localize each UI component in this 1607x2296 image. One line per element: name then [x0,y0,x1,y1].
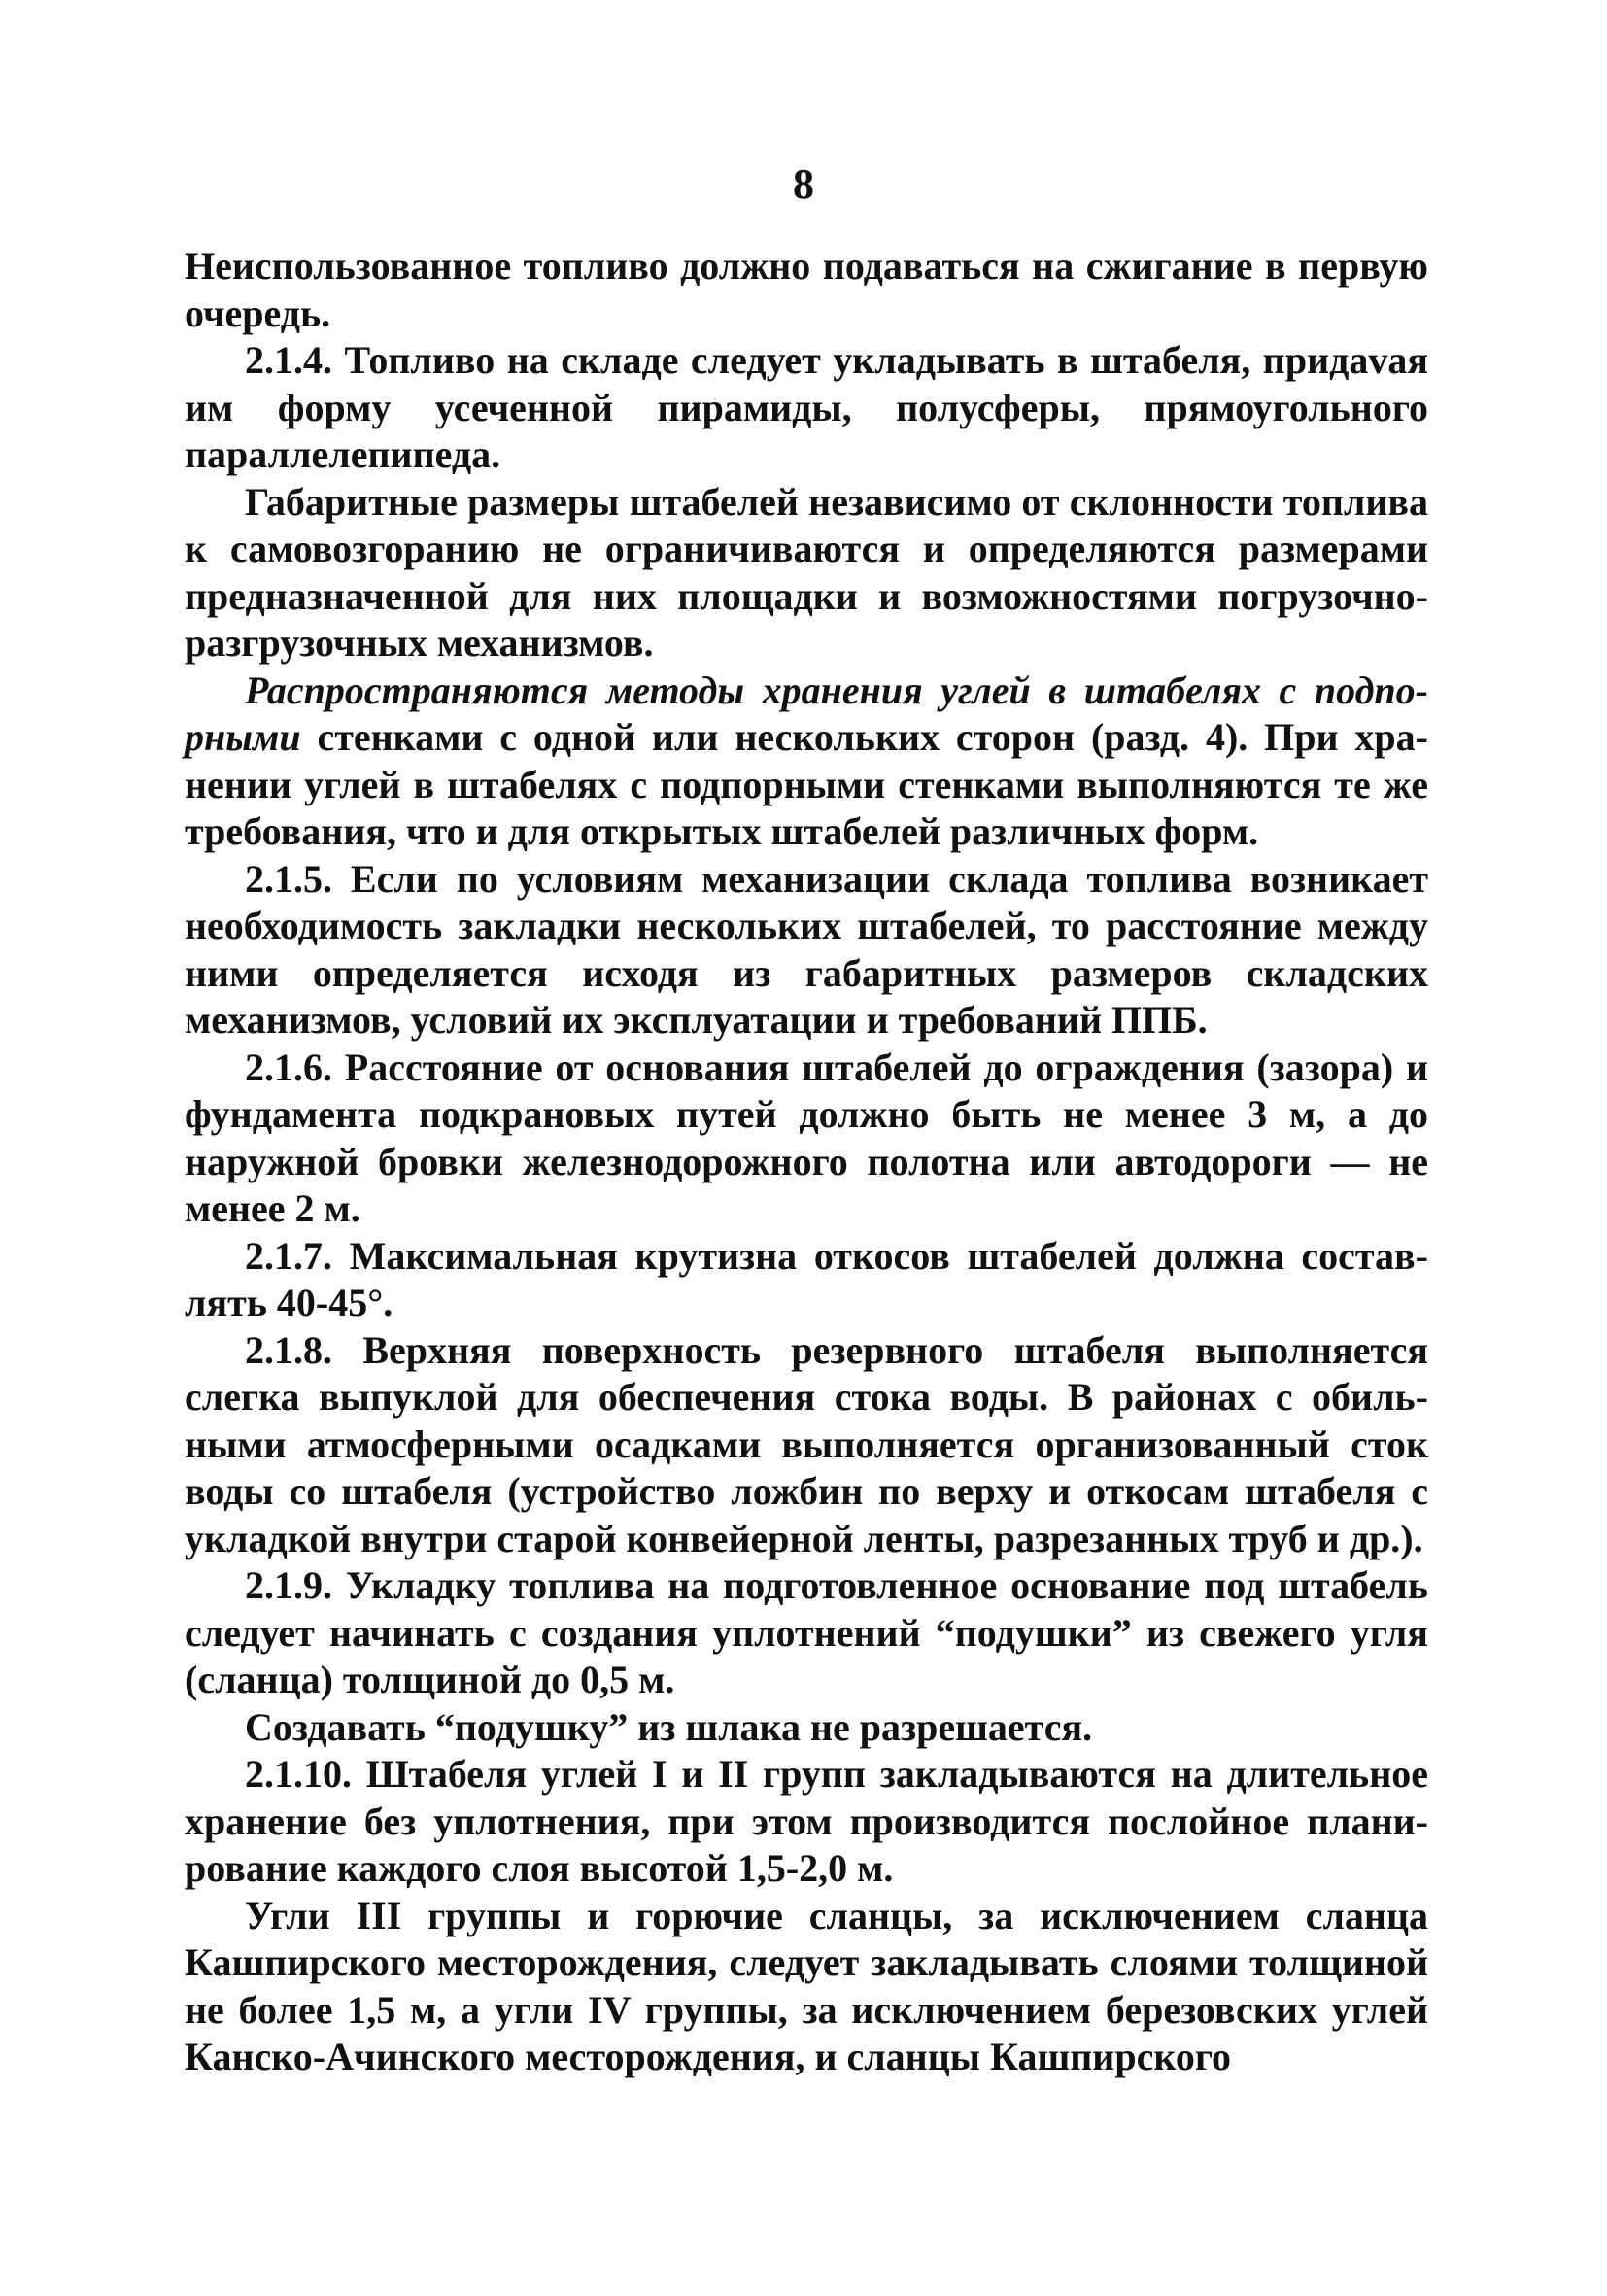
paragraph-2-1-4: 2.1.4. Топливо на складе следует укладывать в штабеля, придаvая им форму усеченной пирамиды, полусферы, прямоугольного параллелепипеда. [185,338,1428,476]
paragraph-2-1-8: 2.1.8. Верхняя поверхность резервного штабеля выполняется слегка выпуклой для обеспечения стока воды. В районах с обильными атмосферными осадками выполняется организованный сток воды со штабеля (устройство ложбин по верху и откосам штабеля с укладкой внутри старой конвейерной ленты, разрезанных труб и др.). [185,1327,1428,1560]
paragraph-cushion-slag: Создавать “подушку” из шлака не разрешается. [245,1704,1093,1749]
paragraph-2-1-6: 2.1.6. Расстояние от основания штабелей до ограждения (зазора) и фундамента подкрановых путей должно быть не менее 3 м, а до наружной бровки железнодорожного полотна или автодороги — не менее 2 м. [185,1045,1428,1230]
paragraph-retaining-walls-rest: стенками с одной или нескольких сторон (разд. 4). При хранении углей в штабелях с подпорными стенками выполняются те же требования, что и для открытых штабелей различных форм. [185,715,1428,853]
paragraph-2-1-10: 2.1.10. Штабеля углей I и II групп закладываются на длительное хранение без уплотнения, при этом производится послойное планирование каждого слоя высотой 1,5-2,0 м. [185,1752,1428,1890]
paragraph-retaining-walls [185,668,1428,856]
page-number: 8 [793,160,814,208]
paragraph-2-1-5: 2.1.5. Если по условиям механизации склада топлива возникает необходимость закладки нескольких штабелей, то расстояние между ними определяется исходя из габаритных размеров складских механизмов, условий их эксплуатации и требований ППБ. [185,856,1428,1042]
italic-lead-text: Распространяются методы хранения углей в штабелях с подпорными [185,668,1428,759]
paragraph-2-1-9: 2.1.9. Укладку топлива на подготовленное основание под штабель следует начинать с создания уплотнений “подушки” из свежего угля (сланца) толщиной до 0,5 м. [185,1563,1428,1701]
paragraph-group-iii: Угли III группы и горючие сланцы, за исключением сланца Кашпирского месторождения, следует закладывать слоями толщиной не более 1,5 м, а угли IV группы, за исключением березовских углей Канско-Ачинского месторождения, и сланцы Кашпирского [185,1893,1428,2078]
paragraph-continuation: Неиспользованное топливо должно подаваться на сжигание в первую очередь. [185,244,1428,335]
paragraph-2-1-7: 2.1.7. Максимальная крутизна откосов штабелей должна составлять 40-45°. [185,1233,1428,1324]
paragraph-dimensions: Габаритные размеры штабелей независимо от склонности топлива к самовозгоранию не ограничиваются и определяются размерами предназначенной для них площадки и возможностями погрузочно-разгрузочных механизмов. [185,479,1428,665]
body-text [185,243,1428,2081]
